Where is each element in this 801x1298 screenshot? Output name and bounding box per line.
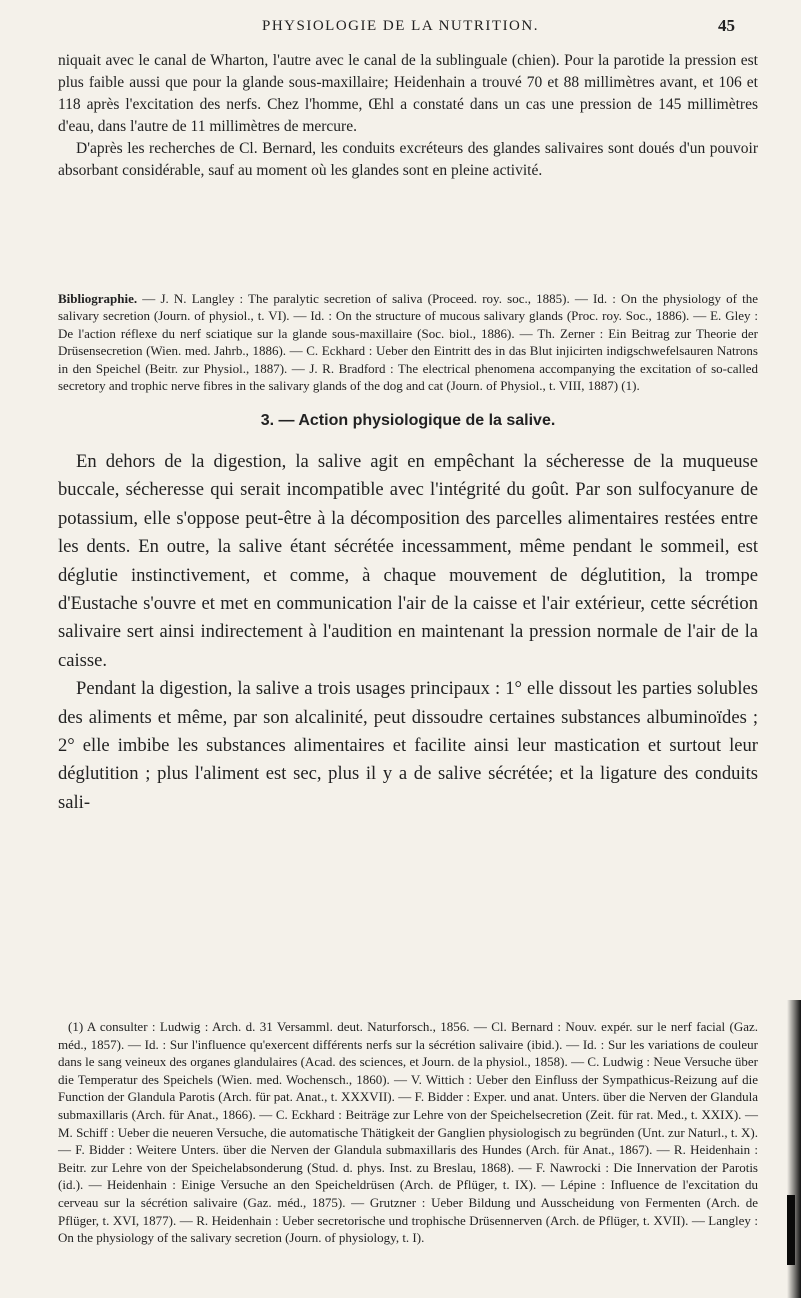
bibliography-lead: Bibliographie. xyxy=(58,291,138,306)
intro-paragraph-1: niquait avec le canal de Wharton, l'autre avec le canal de la sublinguale (chien). Pour la parotide la pression est plus faible aussi que pour la glande sous-maxillaire; Heidenhain a trouvé 70 et 88 millimètres avant, et 106 et 118 après l'excitation des nerfs. Chez l'homme, Œhl a constaté dans un cas une pression de 145 millimètres d'eau, dans l'autre de 11 millimètres de mercure. xyxy=(58,52,758,135)
running-head xyxy=(0,16,801,40)
page-edge-mark xyxy=(787,1195,795,1265)
bibliography-text: — J. N. Langley : The paralytic secretion of saliva (Proceed. roy. soc., 1885). — Id. : On the physiology of the salivary secretion (Journ. of physiol., t. VI). — Id. : On the structure of mucous salivary glands (Proc. roy. Soc., 1886). — E. Gley : De l'action réflexe du nerf sciatique sur la glande sous-maxillaire (Soc. biol., 1886). — Th. Zerner : Ein Beitrag zur Theorie der Drüsensecretion (Wien. med. Jahrb., 1886). — C. Eckhard : Ueber den Eintritt des in das Blut injicirten indigschwefelsauren Natrons in den Speichel (Beitr. zur Physiol., 1887). — J. R. Bradford : The electrical phenomena accompanying the excitation of so-called secretory and trophic nerve fibres in the salivary glands of the dog and cat (Journ. of Physiol., t. VIII, 1887) (1). xyxy=(58,291,758,394)
main-paragraph-2: Pendant la digestion, la salive a trois usages principaux : 1° elle dissout les parties solubles des aliments et même, par son alcalinité, peut dissoudre certaines substances albuminoïdes ; 2° elle imbibe les substances alimentaires et facilite ainsi leur mastication et surtout leur déglutition ; plus l'aliment est sec, plus il y a de salive sécrétée; et la ligature des conduits sali- xyxy=(58,678,758,813)
bibliography-paragraph xyxy=(58,290,758,394)
bibliography-block xyxy=(58,290,758,394)
footnote-1: (1) A consulter : Ludwig : Arch. d. 31 Versamml. deut. Naturforsch., 1856. — Cl. Bernard : Nouv. expér. sur le nerf facial (Gaz. méd., 1857). — Id. : Sur l'influence qu'exercent différents nerfs sur la sécrétion salivaire (ibid.). — Id. : Sur les variations de couleur dans le sang veineux des organes glandulaires (Acad. des sciences, et Journ. de la physiol., 1858). — C. Ludwig : Neue Versuche über die Temperatur des Speichels (Wien. med. Wochensch., 1860). — V. Wittich : Ueber den Einfluss der Sympathicus-Reizung auf die Function der Glandula Parotis (Arch. für pat. Anat., t. XXXVII). — F. Bidder : Exper. und anat. Unters. über die Nerven der Glandula submaxillaris (Arch. für Anat., 1866). — C. Eckhard : Beiträge zur Lehre von der Speichelsecretion (Zeit. für rat. Med., t. XXIX). — M. Schiff : Ueber die neueren Versuche, die automatische Thätigkeit der Ganglien physiologisch zu begründen (Unt. zur Naturl., t. X). — F. Bidder : Weitere Unters. über die Nerven der Glandula submaxillaris des Hundes (Arch. für Anat., 1867). — R. Heidenhain : Beitr. zur Lehre von der Speichelabsonderung (Stud. d. phys. Inst. zu Breslau, 1868). — F. Nawrocki : Die Innervation der Parotis (id.). — Heidenhain : Einige Versuche an den Speicheldrüsen (Arch. de Pflüger, t. IX). — Lépine : Influence de l'excitation du cerveau sur la sécrétion salivaire (Gaz. méd., 1875). — Grutzner : Ueber Bildung und Ausscheidung von Fermenten (Arch. de Pflüger, t. XVI, 1877). — R. Heidenhain : Ueber secretorische und trophische Drüsennerven (Arch. de Pflüger, t. XVII). — Langley : On the physiology of the salivary secretion (Journ. of physiology, t. I). xyxy=(58,1019,758,1246)
page-number: 45 xyxy=(718,16,735,35)
intro-paragraph-2: D'après les recherches de Cl. Bernard, les conduits excréteurs des glandes salivaires sont doués d'un pouvoir absorbant considérable, sauf au moment où les glandes sont en pleine activité. xyxy=(58,140,758,179)
main-text xyxy=(58,448,758,817)
intro-paragraphs xyxy=(58,50,758,182)
footnotes xyxy=(58,1018,758,1247)
running-title: PHYSIOLOGIE DE LA NUTRITION. xyxy=(262,18,539,34)
main-paragraph-1: En dehors de la digestion, la salive agit en empêchant la sécheresse de la muqueuse buccale, sécheresse qui serait incompatible avec l'intégrité du goût. Par son sulfocyanure de potassium, elle s'oppose peut-être à la décomposition des parcelles alimentaires restées entre les dents. En outre, la salive étant sécrétée incessamment, même pendant le sommeil, est déglutie instinctivement, et comme, à chaque mouvement de déglutition, la trompe d'Eustache s'ouvre et met en communication l'air de la caisse et l'air extérieur, cette sécrétion salivaire sert ainsi indirectement à l'audition en maintenant la pression normale de l'air de la caisse. xyxy=(58,451,758,671)
section-title: 3. — Action physiologique de la salive. xyxy=(260,412,556,429)
